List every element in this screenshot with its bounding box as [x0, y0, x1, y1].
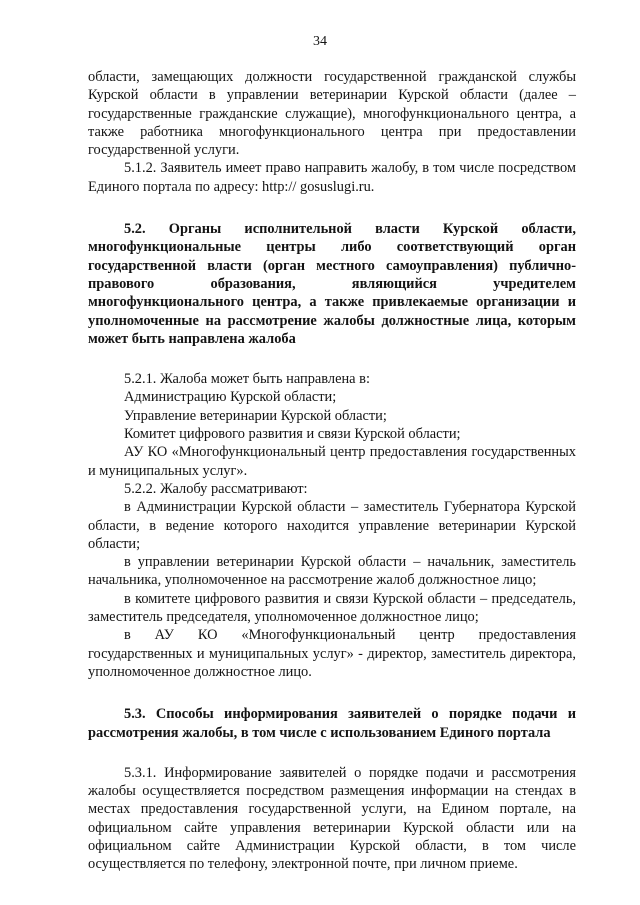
list-item: Управление ветеринарии Курской области; [124, 407, 387, 424]
page-number: 34 [313, 34, 327, 49]
section-5-3-heading: 5.3. Способы информирования заявителей о порядке подачи и рассмотрения жалобы, в том числе с использованием Единого портала [88, 706, 576, 741]
paragraph-5-3-1: 5.3.1. Информирование заявителей о порядке подачи и рассмотрения жалобы осуществляется посредством размещения информации на стендах в местах предоставления государственной услуги, на Едином портале, на официальном сайте управления ветеринарии Курской области или на официальном сайте Администрации Курской области, в том числе осуществляется по телефону, электронной почте, при личном приеме. [88, 764, 576, 873]
complaint-recipients-list [88, 388, 576, 479]
complaint-reviewers-list [88, 498, 576, 681]
document-body [88, 68, 576, 874]
list-item: АУ КО «Многофункциональный центр предоставления государственных и муниципальных услуг». [88, 444, 576, 479]
section-5-2-heading: 5.2. Органы исполнительной власти Курской области, многофункциональные центры либо соответствующий орган государственной власти (орган местного самоуправления) публично-правового образования, являющийся учредителем многофункционального центра, а также привлекаемые организации и уполномоченные на рассмотрение жалобы должностные лица, которым может быть направлена жалоба [88, 221, 576, 347]
paragraph-5-2-2: 5.2.2. Жалобу рассматривают: [124, 480, 308, 497]
list-item: в Администрации Курской области – заместитель Губернатора Курской области, в ведение которого находится управление ветеринарии Курской области; [88, 499, 576, 552]
list-item: в АУ КО «Многофункциональный центр предоставления государственных и муниципальных услуг» - директор, заместитель директора, уполномоченное должностное лицо. [88, 627, 576, 680]
list-item: Комитет цифрового развития и связи Курской области; [124, 426, 461, 443]
list-item: в управлении ветеринарии Курской области – начальник, заместитель начальника, уполномоченное на рассмотрение жалоб должностное лицо; [88, 554, 576, 589]
paragraph-5-1-2: 5.1.2. Заявитель имеет право направить жалобу, в том числе посредством Единого портала по адресу: http:// gosuslugi.ru. [88, 160, 576, 195]
intro-continuation-paragraph: области, замещающих должности государственной гражданской службы Курской области в управлении ветеринарии Курской области (далее – государственные гражданские служащие), многофункционального центра, а также работника многофункционального центра при предоставлении государственной услуги. [88, 69, 576, 159]
list-item: Администрацию Курской области; [124, 389, 337, 406]
paragraph-5-2-1: 5.2.1. Жалоба может быть направлена в: [124, 371, 370, 388]
list-item: в комитете цифрового развития и связи Курской области – председатель, заместитель председателя, уполномоченное должностное лицо; [88, 590, 576, 626]
